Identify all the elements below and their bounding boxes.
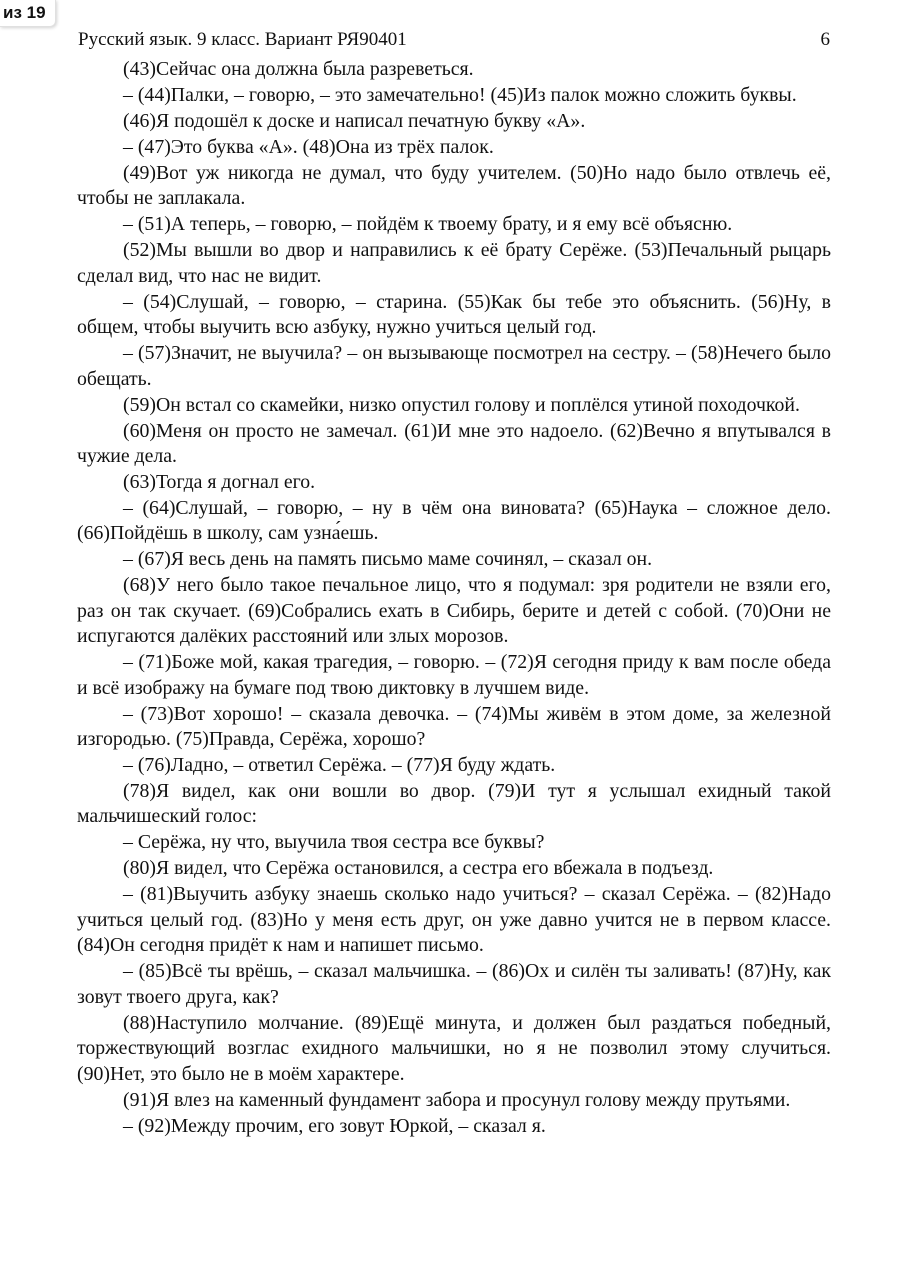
paragraph: – Серёжа, ну что, выучила твоя сестра все буквы? — [123, 831, 545, 854]
paragraph: (60)Меня он просто не замечал. (61)И мне это надоело. (62)Вечно я впутывался в чужие дела. — [77, 419, 831, 468]
header-title: Русский язык. 9 класс. Вариант РЯ90401 — [78, 29, 407, 50]
page-header — [78, 26, 830, 54]
paragraph: (49)Вот уж никогда не думал, что буду учителем. (50)Но надо было отвлечь её, чтобы не заплакала. — [77, 162, 831, 210]
paragraph: – (57)Значит, не выучила? – он вызывающе посмотрел на сестру. – (58)Нечего было обещать. — [77, 342, 831, 390]
paragraph: (59)Он встал со скамейки, низко опустил голову и поплёлся утиной походочкой. — [123, 393, 800, 416]
paragraph: – (47)Это буква «А». (48)Она из трёх палок. — [123, 136, 494, 158]
paragraph: – (64)Слушай, – говорю, – ну в чём она виновата? (65)Наука – сложное дело. (66)Пойдёшь в школу, сам узна́ешь. — [77, 497, 831, 545]
paragraph: – (76)Ладно, – ответил Серёжа. – (77)Я буду ждать. — [123, 754, 556, 777]
paragraph: – (81)Выучить азбуку знаешь сколько надо учиться? – сказал Серёжа. – (82)Надо учиться целый год. (83)Но у меня есть друг, он уже давно учится не в первом классе. (84)Он сегодня придёт к нам и напишет письмо. — [77, 883, 831, 957]
paragraph: (88)Наступило молчание. (89)Ещё минута, и должен был раздаться победный, торжествующий возглас ехидного мальчишки, но я не позволил этому случиться. (90)Нет, это было не в моём характере. — [77, 1011, 831, 1085]
paragraph: – (54)Слушай, – говорю, – старина. (55)Как бы тебе это объяснить. (56)Ну, в общем, чтобы выучить всю азбуку, нужно учиться целый год. — [77, 290, 831, 339]
paragraph: (52)Мы вышли во двор и направились к её брату Серёже. (53)Печальный рыцарь сделал вид, что нас не видит. — [77, 239, 831, 287]
paragraph: – (71)Боже мой, какая трагедия, – говорю. – (72)Я сегодня приду к вам после обеда и всё изображу на бумаге под твою диктовку в лучшем виде. — [77, 651, 831, 699]
paragraph: (68)У него было такое печальное лицо, что я подумал: зря родители не взяли его, раз он так скучает. (69)Собрались ехать в Сибирь, берите и детей с собой. (70)Они не испугаются далёких расстояний или злых морозов. — [77, 574, 831, 648]
paragraph: (80)Я видел, что Серёжа остановился, а сестра его вбежала в подъезд. — [123, 857, 714, 880]
text-body — [77, 57, 831, 1140]
header-page-number: 6 — [820, 29, 830, 50]
paragraph: – (73)Вот хорошо! – сказала девочка. – (74)Мы живём в этом доме, за железной изгородью. (75)Правда, Серёжа, хорошо? — [77, 702, 831, 751]
paragraph: (78)Я видел, как они вошли во двор. (79)И тут я услышал ехидный такой мальчишеский голос: — [77, 780, 831, 828]
paragraph: – (67)Я весь день на память письмо маме сочинял, – сказал он. — [123, 548, 653, 571]
paragraph: – (92)Между прочим, его зовут Юркой, – сказал я. — [123, 1114, 546, 1137]
paragraph: – (51)А теперь, – говорю, – пойдём к твоему брату, и я ему всё объясню. — [123, 213, 733, 236]
page-counter: из 19 — [0, 0, 56, 27]
paragraph: (46)Я подошёл к доске и написал печатную букву «А». — [123, 110, 586, 132]
paragraph: (43)Сейчас она должна была разреветься. — [123, 58, 474, 80]
paragraph: (91)Я влез на каменный фундамент забора и просунул голову между прутьями. — [123, 1088, 791, 1111]
paragraph: (63)Тогда я догнал его. — [123, 471, 316, 494]
paragraph: – (44)Палки, – говорю, – это замечательно! (45)Из палок можно сложить буквы. — [123, 84, 797, 106]
paragraph: – (85)Всё ты врёшь, – сказал мальчишка. – (86)Ох и силён ты заливать! (87)Ну, как зовут твоего друга, как? — [77, 960, 831, 1008]
